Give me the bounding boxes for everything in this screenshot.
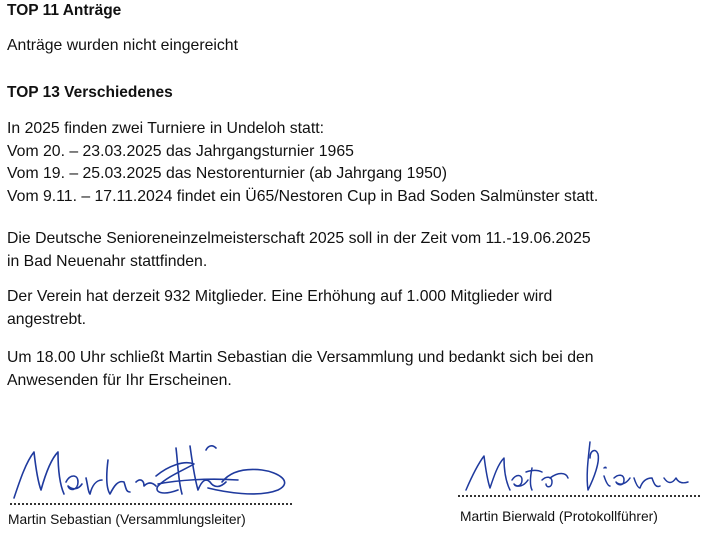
members-line-2: angestrebt. [7, 310, 87, 328]
closing-line-1: Um 18.00 Uhr schließt Martin Sebastian die Versammlung und bedankt sich bei den [7, 349, 594, 366]
championship-line-2: in Bad Neuenahr stattfinden. [7, 252, 208, 270]
top11-text-line: Anträge wurden nicht eingereicht [7, 37, 238, 54]
right-signature-line [458, 495, 700, 497]
tournaments-line-3: Vom 19. – 25.03.2025 das Nestorenturnier (ab Jahrgang 1950) [7, 165, 447, 182]
left-signature-caption: Martin Sebastian (Versammlungsleiter) [8, 512, 246, 527]
right-signature-block [458, 432, 703, 498]
championship-paragraph [7, 228, 707, 273]
tournaments-paragraph [7, 118, 707, 208]
closing-paragraph [7, 347, 707, 392]
members-line-1: Der Verein hat derzeit 932 Mitglieder. Eine Erhöhung auf 1.000 Mitglieder wird [7, 288, 553, 305]
tournaments-line-2: Vom 20. – 23.03.2025 das Jahrgangsturnier 1965 [7, 142, 354, 160]
championship-line-1: Die Deutsche Senioreneinzelmeisterschaft 2025 soll in der Zeit vom 11.-19.06.2025 [7, 230, 591, 247]
left-signature-line [10, 503, 292, 505]
right-signature-image [458, 432, 703, 498]
top11-text [7, 35, 707, 58]
tournaments-line-1: In 2025 finden zwei Turniere in Undeloh statt: [7, 120, 325, 137]
members-paragraph [7, 286, 707, 331]
closing-line-2: Anwesenden für Ihr Erscheinen. [7, 371, 232, 389]
right-signature-caption: Martin Bierwald (Protokollführer) [460, 509, 658, 524]
left-signature-image [8, 430, 308, 510]
left-signature-block [8, 430, 308, 510]
top13-heading: TOP 13 Verschiedenes [7, 84, 173, 101]
tournaments-line-4: Vom 9.11. – 17.11.2024 findet ein Ü65/Nestoren Cup in Bad Soden Salmünster statt. [7, 187, 599, 205]
top11-heading: TOP 11 Anträge [7, 2, 122, 19]
